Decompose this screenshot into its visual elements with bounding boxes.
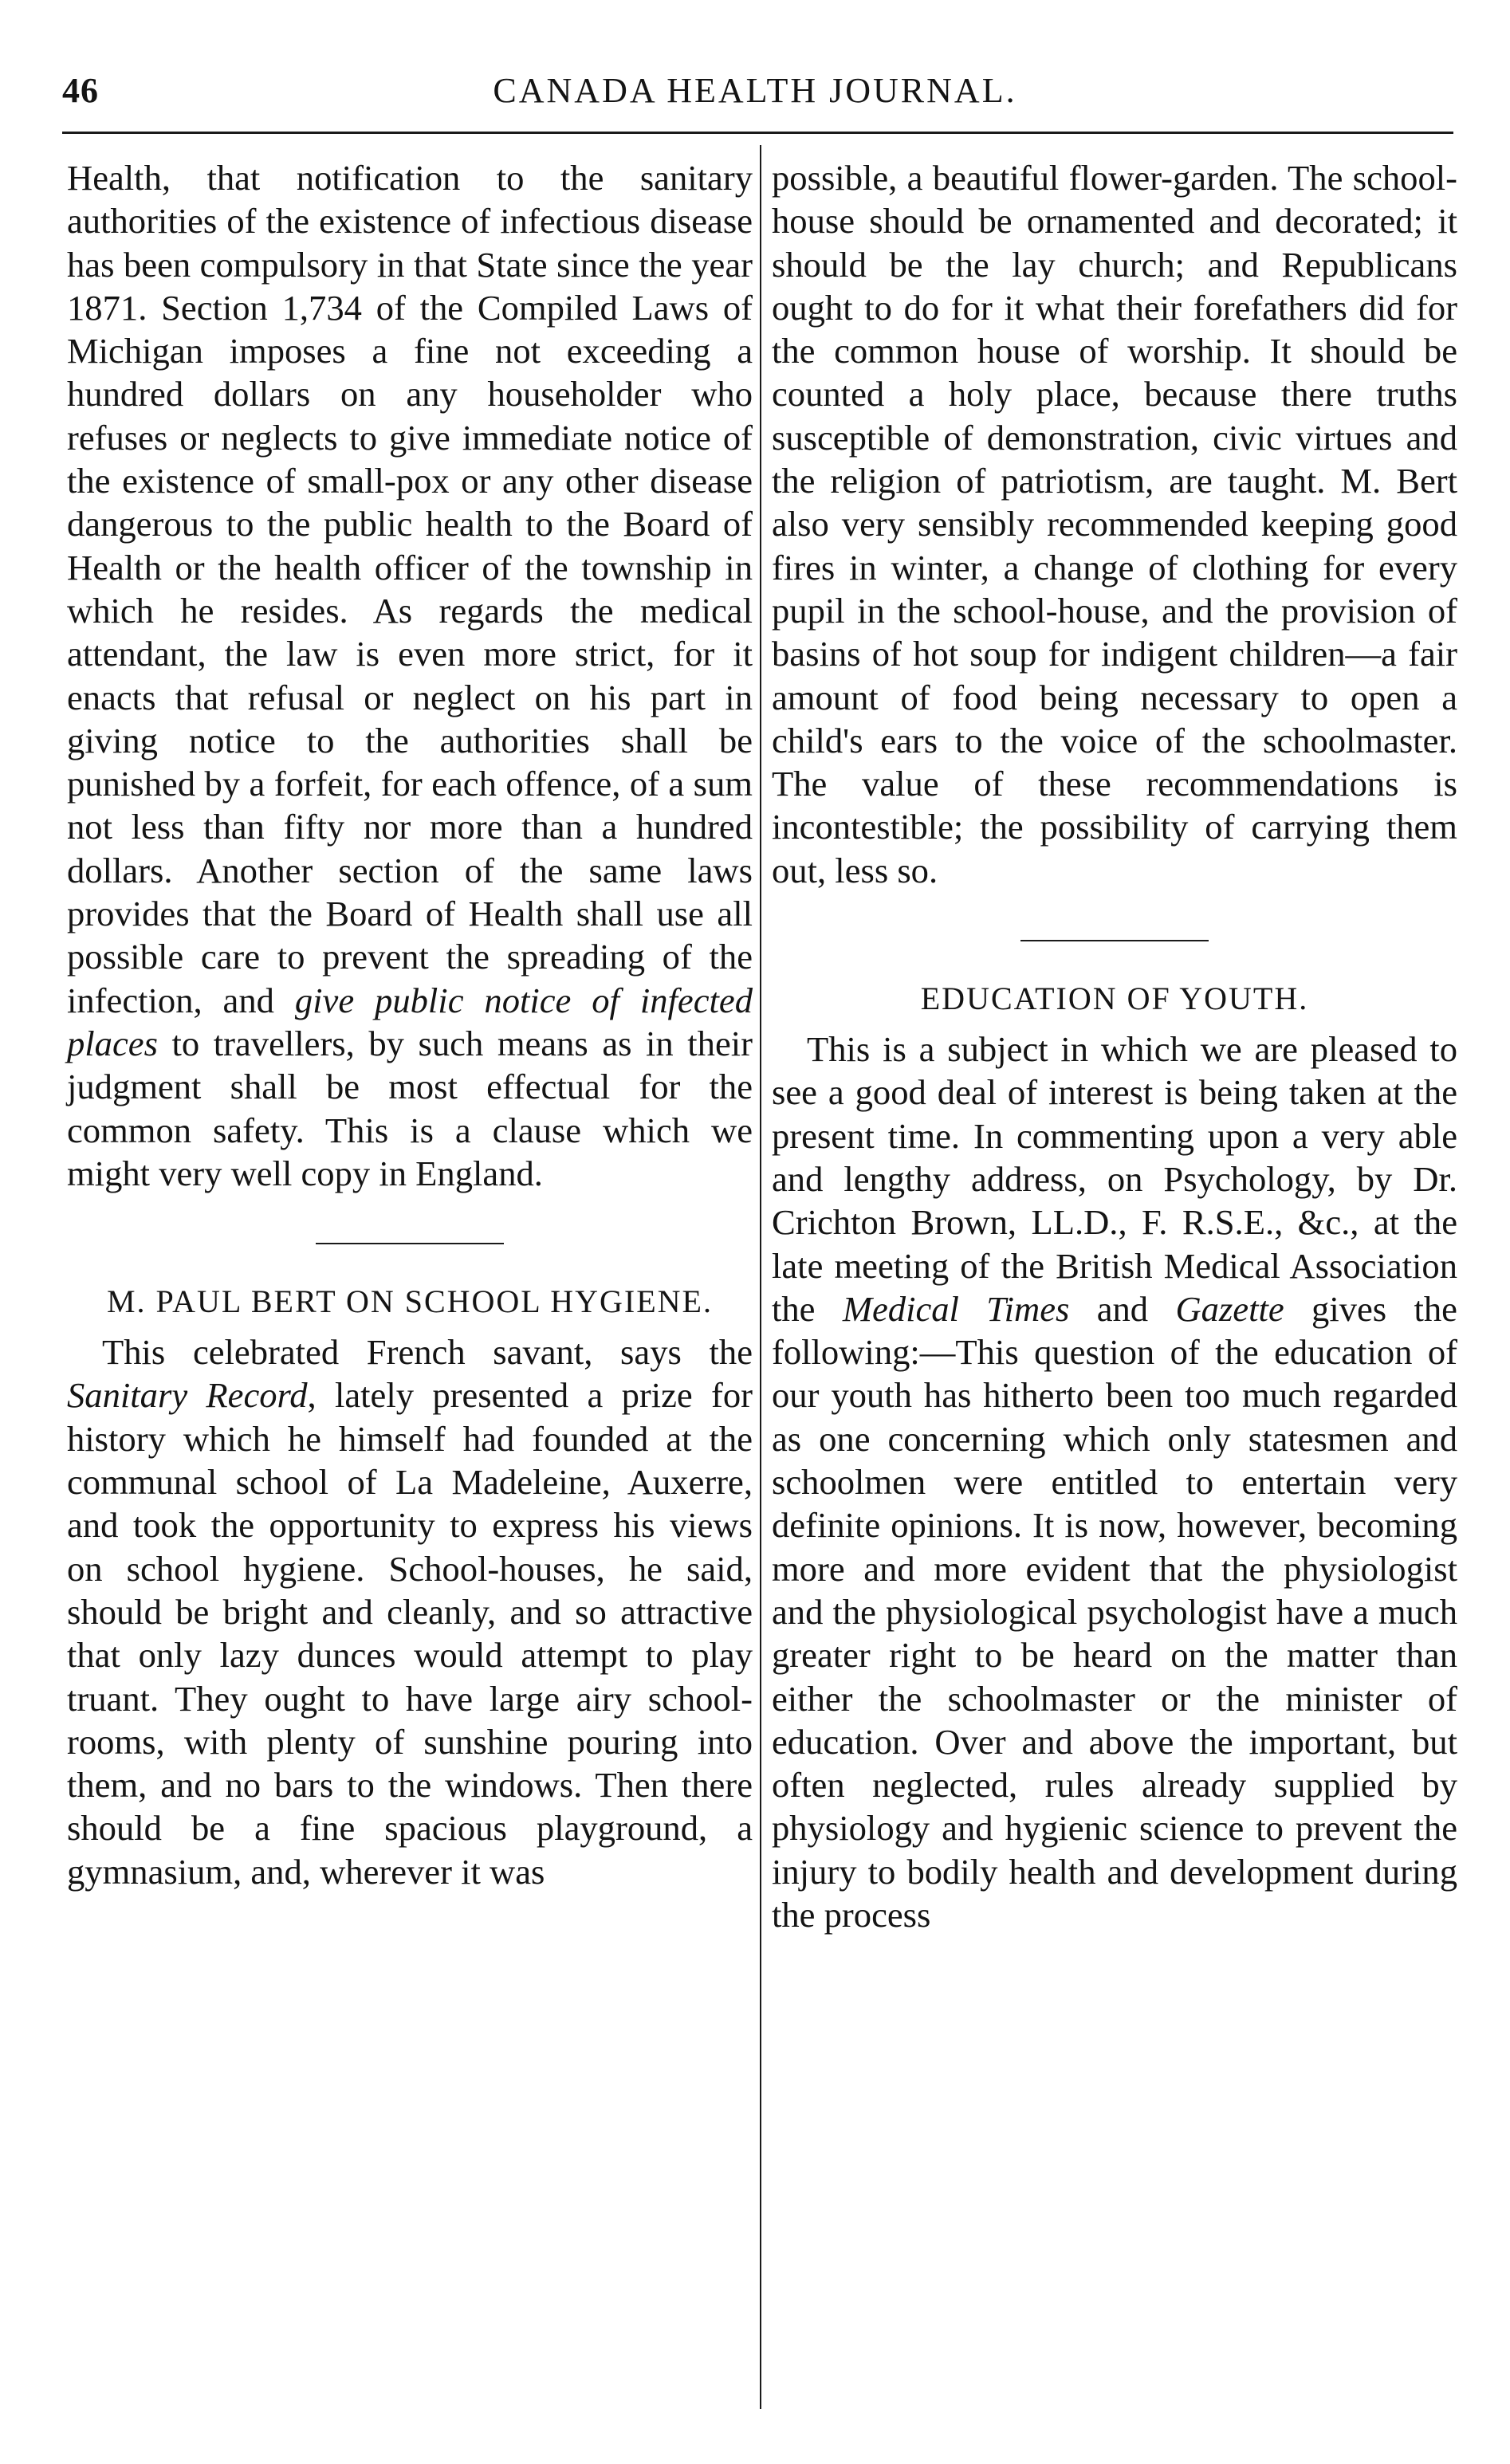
paragraph-text: gives the following:—This question of the education of our youth has hitherto been too much regarded as one concerning which only statesmen and schoolmen were entitled to entertain very definite opinions. It is now, however, becoming more and more evident that the physiologist and the physiological psychologist have a much greater right to be heard on the matter than either the schoolmaster or the minister of education. Over and above the important, but often neglected, rules already supplied by physiology and hygienic science to prevent the injury to bodily health and development during the process <box>772 1288 1457 1935</box>
running-title: CANADA HEALTH JOURNAL. <box>493 71 1017 110</box>
paragraph-text: Health, that notification to the sanitary authorities of the existence of infectious disease has been compulsory in that State since the year 1871. Section 1,734 of the Compiled Laws of Michigan imposes a fine not exceeding a hundred dollars on any householder who refuses or neglects to give immediate notice of the existence of small-pox or any other disease dangerous to the public health to the Board of Health or the health officer of the township in which he resides. As regards the medical attendant, the law is even more strict, for it enacts that refusal or neglect on his part in giving notice to the authorities shall be punished by a forfeit, for each offence, of a sum not less than fifty nor more than a hundred dollars. Another section of the same laws provides that the Board of Health shall use all possible care to prevent the spreading of the infection, and <box>67 158 753 1020</box>
paragraph-text: This celebrated French savant, says the <box>102 1332 753 1373</box>
paragraph-text: , lately presented a prize for history which he himself had founded at the communal school of La Madeleine, Auxerre, and took the opportunity to express his views on school hygiene. School-houses, he said, should be bright and cleanly, and so attractive that only lazy dunces would attempt to play truant. They ought to have large airy school-rooms, with plenty of sunshine pouring into them, and no bars to the windows. Then there should be a fine spacious playground, a gymnasium, and, wherever it was <box>67 1375 753 1892</box>
paragraph-text: This is a subject in which we are pleased to see a good deal of interest is being taken at the present time. In commenting upon a very able and lengthy address, on Psychology, by Dr. Crichton Brown, LL.D., F. R.S.E., &c., at the late meeting of the British Medical Association the <box>772 1029 1457 1329</box>
column-divider <box>760 145 761 2409</box>
paragraph-michigan-notification <box>67 156 753 1195</box>
italic-source: Sanitary Record <box>67 1375 308 1416</box>
section-separator <box>1020 940 1209 941</box>
italic-source: Medical Times <box>842 1288 1070 1329</box>
paragraph-text: to travellers, by such means as in their judgment shall be most effectual for the common safety. This is a clause which we might very well copy in England. <box>67 1023 753 1193</box>
left-column <box>67 156 753 1893</box>
paragraph-text: possible, a beautiful flower-garden. The school-house should be ornamented and decorated; it should be the lay church; and Republicans ought to do for it what their forefathers did for the common house of worship. It should be counted a holy place, because there truths susceptible of demonstration, civic virtues and the religion of patriotism, are taught. M. Bert also very sensibly recommended keeping good fires in winter, a change of clothing for every pupil in the school-house, and the provision of basins of hot soup for indigent children—a fair amount of food being necessary to open a child's ears to the voice of the schoolmaster. The value of these recommendations is incontestible; the possibility of carrying them out, less so. <box>772 158 1457 890</box>
italic-source: Gazette <box>1175 1288 1284 1329</box>
page-number: 46 <box>62 71 99 110</box>
right-column <box>772 156 1457 1936</box>
paragraph-education <box>772 1028 1457 1936</box>
header-rule <box>62 132 1453 134</box>
paragraph-text: and <box>1069 1288 1176 1329</box>
paragraph-school-house <box>772 156 1457 892</box>
section-heading-school-hygiene: M. PAUL BERT ON SCHOOL HYGIENE. <box>106 1283 713 1320</box>
paragraph-paul-bert <box>67 1330 753 1893</box>
section-separator <box>316 1243 504 1244</box>
italic-phrase: give public notice of infected places <box>67 980 753 1063</box>
section-heading-education-of-youth: EDUCATION OF YOUTH. <box>920 980 1309 1017</box>
page-header <box>0 70 1510 118</box>
